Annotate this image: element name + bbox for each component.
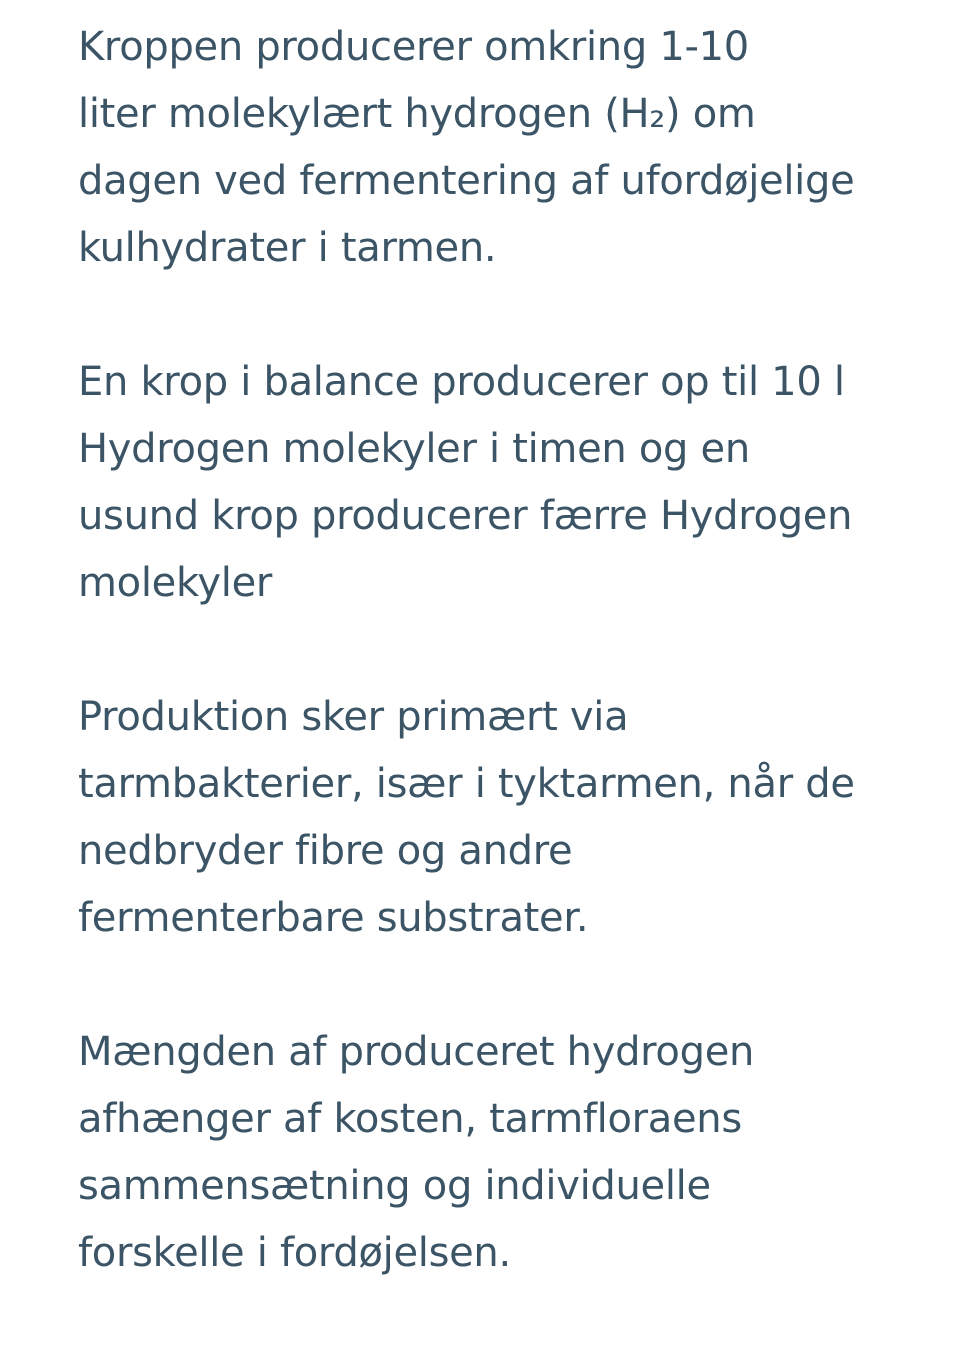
paragraph-body-balance — [78, 349, 938, 617]
paragraph-influencing-factors — [78, 1019, 938, 1287]
text-line: sammensætning og individuelle — [78, 1163, 711, 1209]
text-line: tarmbakterier, især i tyktarmen, når de — [78, 761, 855, 807]
text-line: En krop i balance producerer op til 10 l — [78, 359, 845, 405]
text-line: dagen ved fermentering af ufordøjelige — [78, 158, 855, 204]
text-line: Kroppen producerer omkring 1-10 — [78, 24, 749, 70]
text-line: molekyler — [78, 560, 273, 606]
text-line: liter molekylært hydrogen (H₂) om — [78, 91, 756, 137]
text-line: fermenterbare substrater. — [78, 895, 589, 941]
text-line: usund krop producerer færre Hydrogen — [78, 493, 853, 539]
text-line: forskelle i fordøjelsen. — [78, 1230, 511, 1276]
text-line: afhænger af kosten, tarmfloraens — [78, 1096, 742, 1142]
text-line: Hydrogen molekyler i timen og en — [78, 426, 750, 472]
text-line: kulhydrater i tarmen. — [78, 225, 497, 271]
text-line: Produktion sker primært via — [78, 694, 629, 740]
paragraph-hydrogen-production-amount — [78, 14, 938, 282]
article-body — [78, 14, 938, 1354]
paragraph-production-mechanism — [78, 684, 938, 952]
text-line: Mængden af produceret hydrogen — [78, 1029, 755, 1075]
text-line: nedbryder fibre og andre — [78, 828, 573, 874]
